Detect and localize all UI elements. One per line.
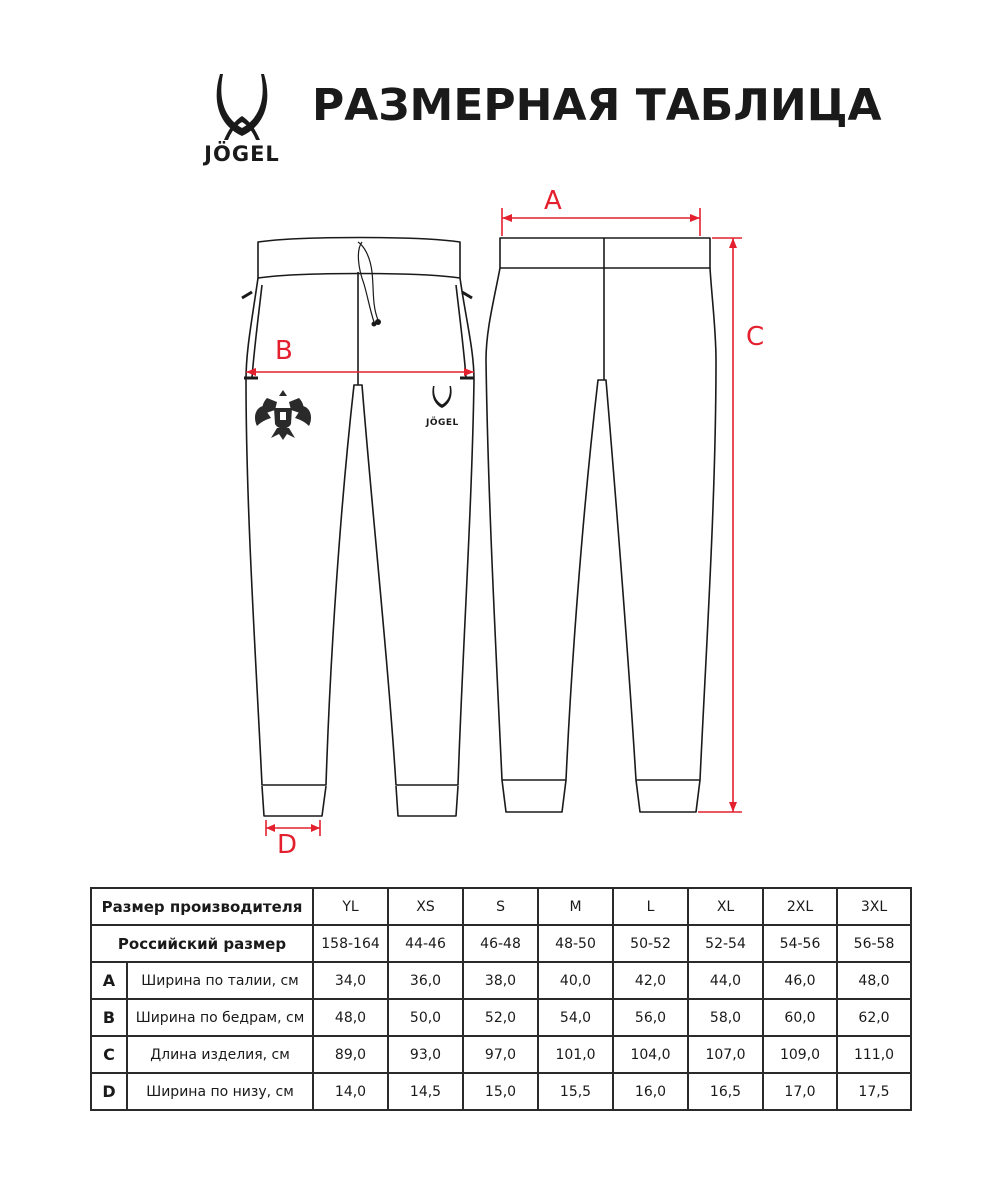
value-cell: 89,0 bbox=[313, 1036, 388, 1073]
value-cell: 16,5 bbox=[688, 1073, 763, 1110]
russian-size-cell: 44-46 bbox=[388, 925, 463, 962]
dimension-label-d: D bbox=[277, 830, 298, 860]
value-cell: 14,0 bbox=[313, 1073, 388, 1110]
table-row-measurement-a bbox=[91, 962, 911, 999]
value-cell: 14,5 bbox=[388, 1073, 463, 1110]
measurement-name: Длина изделия, см bbox=[127, 1036, 313, 1073]
value-cell: 101,0 bbox=[538, 1036, 613, 1073]
jogel-logo-icon bbox=[190, 70, 294, 140]
value-cell: 46,0 bbox=[763, 962, 837, 999]
dimension-label-a: A bbox=[544, 186, 562, 216]
size-cell: 3XL bbox=[837, 888, 911, 925]
value-cell: 17,0 bbox=[763, 1073, 837, 1110]
value-cell: 56,0 bbox=[613, 999, 688, 1036]
front-logo bbox=[432, 386, 451, 408]
value-cell: 38,0 bbox=[463, 962, 538, 999]
value-cell: 15,0 bbox=[463, 1073, 538, 1110]
value-cell: 93,0 bbox=[388, 1036, 463, 1073]
value-cell: 40,0 bbox=[538, 962, 613, 999]
value-cell: 107,0 bbox=[688, 1036, 763, 1073]
value-cell: 52,0 bbox=[463, 999, 538, 1036]
value-cell: 44,0 bbox=[688, 962, 763, 999]
size-cell: S bbox=[463, 888, 538, 925]
measurement-letter: C bbox=[91, 1036, 127, 1073]
value-cell: 58,0 bbox=[688, 999, 763, 1036]
size-cell: M bbox=[538, 888, 613, 925]
brand-logo-text: JÖGEL bbox=[204, 142, 280, 166]
size-cell: 2XL bbox=[763, 888, 837, 925]
dimension-label-b: B bbox=[275, 336, 293, 366]
size-table bbox=[90, 887, 912, 1111]
emblem bbox=[255, 390, 311, 440]
pants-drawing bbox=[0, 180, 1000, 870]
page-title: РАЗМЕРНАЯ ТАБЛИЦА bbox=[312, 80, 882, 131]
value-cell: 111,0 bbox=[837, 1036, 911, 1073]
value-cell: 54,0 bbox=[538, 999, 613, 1036]
value-cell: 16,0 bbox=[613, 1073, 688, 1110]
front-logo-text: JÖGEL bbox=[426, 418, 459, 428]
russian-size-cell: 56-58 bbox=[837, 925, 911, 962]
measurement-name: Ширина по низу, см bbox=[127, 1073, 313, 1110]
value-cell: 42,0 bbox=[613, 962, 688, 999]
value-cell: 34,0 bbox=[313, 962, 388, 999]
size-cell: L bbox=[613, 888, 688, 925]
size-cell: XL bbox=[688, 888, 763, 925]
pants-sketch-icon bbox=[0, 180, 1000, 870]
value-cell: 109,0 bbox=[763, 1036, 837, 1073]
table-row-measurement-b bbox=[91, 999, 911, 1036]
table-row-russian bbox=[91, 925, 911, 962]
value-cell: 15,5 bbox=[538, 1073, 613, 1110]
value-cell: 17,5 bbox=[837, 1073, 911, 1110]
table-row-manufacturer bbox=[91, 888, 911, 925]
table-row-measurement-c bbox=[91, 1036, 911, 1073]
value-cell: 36,0 bbox=[388, 962, 463, 999]
russian-size-cell: 48-50 bbox=[538, 925, 613, 962]
size-cell: YL bbox=[313, 888, 388, 925]
measurement-name: Ширина по талии, см bbox=[127, 962, 313, 999]
value-cell: 50,0 bbox=[388, 999, 463, 1036]
value-cell: 60,0 bbox=[763, 999, 837, 1036]
measurement-letter: A bbox=[91, 962, 127, 999]
brand-logo bbox=[190, 70, 294, 170]
russian-size-cell: 46-48 bbox=[463, 925, 538, 962]
russian-size-header: Российский размер bbox=[91, 925, 313, 962]
value-cell: 104,0 bbox=[613, 1036, 688, 1073]
russian-size-cell: 50-52 bbox=[613, 925, 688, 962]
russian-size-cell: 52-54 bbox=[688, 925, 763, 962]
dimension-label-c: C bbox=[746, 322, 765, 352]
value-cell: 97,0 bbox=[463, 1036, 538, 1073]
value-cell: 48,0 bbox=[837, 962, 911, 999]
measurement-name: Ширина по бедрам, см bbox=[127, 999, 313, 1036]
size-cell: XS bbox=[388, 888, 463, 925]
manufacturer-size-header: Размер производителя bbox=[91, 888, 313, 925]
russian-size-cell: 54-56 bbox=[763, 925, 837, 962]
value-cell: 48,0 bbox=[313, 999, 388, 1036]
measurement-letter: D bbox=[91, 1073, 127, 1110]
measurement-letter: B bbox=[91, 999, 127, 1036]
russian-size-cell: 158-164 bbox=[313, 925, 388, 962]
value-cell: 62,0 bbox=[837, 999, 911, 1036]
table-row-measurement-d bbox=[91, 1073, 911, 1110]
